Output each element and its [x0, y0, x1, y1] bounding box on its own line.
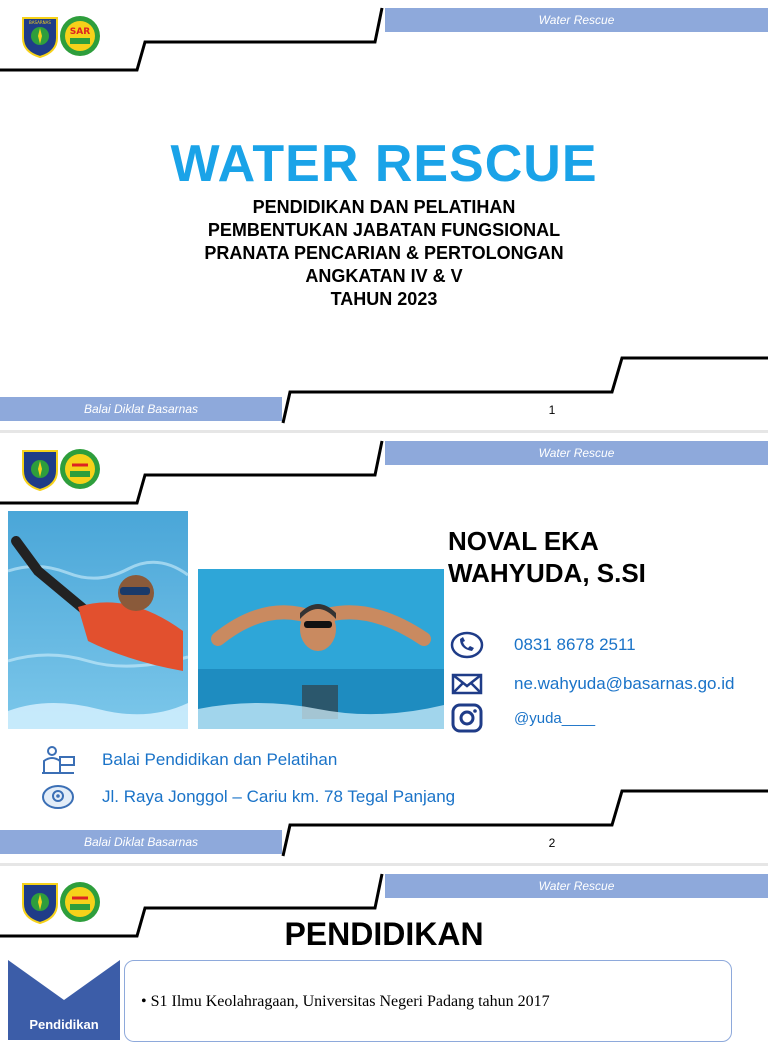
header-label: Water Rescue — [385, 874, 768, 898]
footer-label: Balai Diklat Basarnas — [0, 830, 282, 854]
email-row — [450, 671, 735, 697]
sar-logo — [60, 16, 100, 56]
svg-text:BASARNAS: BASARNAS — [29, 20, 51, 25]
header-label: Water Rescue — [385, 441, 768, 465]
instagram-row — [450, 703, 596, 733]
classroom-icon — [40, 745, 76, 775]
institution-row — [40, 745, 338, 775]
butterfly-swimmer-photo — [198, 569, 444, 729]
page-number: 1 — [548, 403, 556, 417]
education-tab — [8, 960, 120, 1040]
subtitle-line: PRANATA PENCARIAN & PERTOLONGAN — [204, 243, 564, 263]
phone-row — [450, 631, 636, 659]
header-label: Water Rescue — [385, 8, 768, 32]
mail-icon — [450, 671, 484, 697]
address-row — [40, 783, 456, 811]
institution-name: Balai Pendidikan dan Pelatihan — [102, 750, 338, 769]
logo-group — [20, 445, 102, 496]
subtitle-line: ANGKATAN IV & V — [305, 266, 463, 286]
list-item: • S1 Ilmu Keolahragaan, Universitas Negeri Padang tahun 2017 — [141, 993, 550, 1010]
phone-number[interactable]: 0831 8678 2511 — [514, 635, 636, 654]
name-line: WAHYUDA, S.SI — [448, 558, 646, 588]
location-icon — [40, 783, 76, 811]
slide-1 — [0, 0, 768, 430]
basarnas-logo — [23, 18, 57, 57]
svg-text:SAR: SAR — [69, 27, 91, 37]
subtitle-line: PEMBENTUKAN JABATAN FUNGSIONAL — [207, 220, 561, 240]
logo-group — [20, 12, 102, 63]
slide-title: WATER RESCUE — [170, 135, 598, 193]
section-title: PENDIDIKAN — [284, 916, 484, 952]
phone-icon — [450, 631, 484, 659]
rescue-swimmer-photo — [8, 511, 188, 729]
tab-label: Pendidikan — [29, 1017, 99, 1032]
instagram-icon — [450, 703, 484, 733]
subtitle-line: TAHUN 2023 — [330, 289, 438, 309]
subtitle-line: PENDIDIKAN DAN PELATIHAN — [252, 197, 516, 217]
name-line: NOVAL EKA — [448, 526, 599, 556]
instagram-handle[interactable]: @yuda____ — [514, 709, 596, 727]
slide-3 — [0, 866, 768, 1032]
list-item-text: S1 Ilmu Keolahragaan, Universitas Negeri Padang tahun 2017 — [150, 993, 550, 1010]
presenter-name — [448, 525, 646, 589]
email-address[interactable]: ne.wahyuda@basarnas.go.id — [514, 674, 735, 693]
education-list — [124, 960, 732, 1042]
slide-2 — [0, 433, 768, 863]
footer-label: Balai Diklat Basarnas — [0, 397, 282, 421]
slide-subtitle — [0, 196, 768, 311]
address-text: Jl. Raya Jonggol – Cariu km. 78 Tegal Panjang — [102, 787, 456, 806]
basarnas-logo — [23, 451, 57, 490]
sar-logo — [60, 449, 100, 489]
page-number: 2 — [548, 836, 556, 850]
